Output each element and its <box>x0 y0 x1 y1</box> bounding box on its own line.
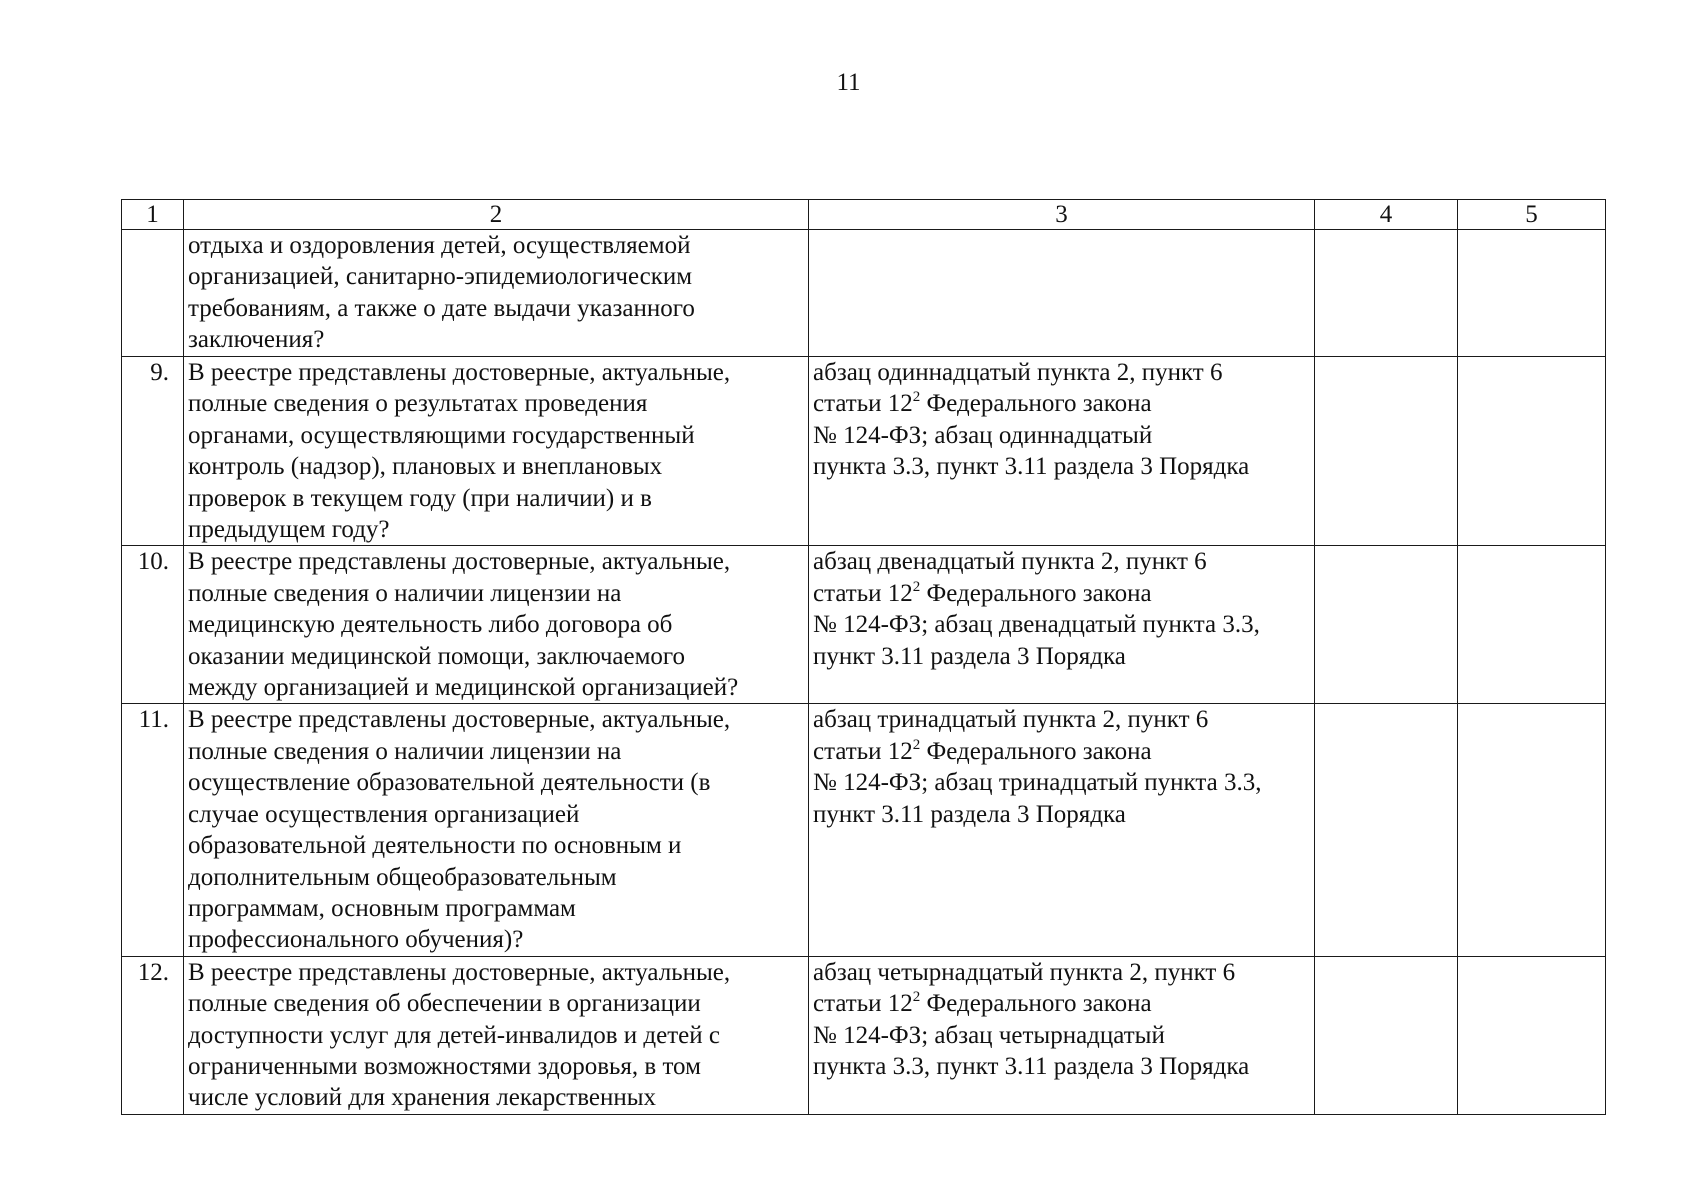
reference-line: абзац одиннадцатый пункта 2, пункт 6 <box>813 359 1223 386</box>
row-number: 12. <box>122 956 184 1114</box>
legal-reference-cell <box>809 546 1315 704</box>
column-header: 4 <box>1315 200 1458 230</box>
question-line: полные сведения об обеспечении в организации <box>188 990 701 1018</box>
note-cell <box>1458 956 1606 1114</box>
table-row <box>122 956 1606 1114</box>
question-line: программам, основным программам <box>188 894 576 922</box>
reference-law: Федерального закона <box>920 737 1152 765</box>
table-row <box>122 546 1606 704</box>
question-line: требованиям, а также о дате выдачи указанного <box>188 294 695 322</box>
article-superscript: 2 <box>912 989 921 1006</box>
reference-line: № 124-ФЗ; абзац четырнадцатый <box>813 1021 1165 1049</box>
note-cell <box>1458 546 1606 704</box>
question-line: полные сведения о наличии лицензии на <box>188 737 622 765</box>
question-line: дополнительным общеобразовательным <box>188 863 617 891</box>
reference-line: абзац тринадцатый пункта 2, пункт 6 <box>813 706 1209 734</box>
question-line: полные сведения о наличии лицензии на <box>188 579 622 607</box>
question-line: контроль (надзор), плановых и внеплановых <box>188 453 663 481</box>
reference-article: статьи 12 <box>813 990 913 1018</box>
column-header: 3 <box>809 200 1315 230</box>
column-header: 5 <box>1458 200 1606 230</box>
reference-line <box>813 388 1310 419</box>
note-cell <box>1458 230 1606 357</box>
question-line: отдыха и оздоровления детей, осуществляемой <box>188 232 691 259</box>
legal-reference-cell <box>809 357 1315 546</box>
column-header: 2 <box>184 200 809 230</box>
reference-line: пункт 3.11 раздела 3 Порядка <box>813 642 1126 670</box>
answer-cell <box>1315 704 1458 956</box>
question-line: доступности услуг для детей-инвалидов и детей с <box>188 1021 720 1049</box>
row-number: 9. <box>122 357 184 546</box>
reference-law: Федерального закона <box>920 390 1152 418</box>
reference-line <box>813 736 1310 767</box>
question-line: полные сведения о результатах проведения <box>188 390 648 418</box>
legal-reference-cell <box>809 230 1315 357</box>
table-row <box>122 704 1606 956</box>
row-number: 11. <box>122 704 184 956</box>
page-number: 11 <box>836 69 861 96</box>
question-line: числе условий для хранения лекарственных <box>188 1084 657 1112</box>
question-line: медицинскую деятельность либо договора об <box>188 611 673 639</box>
question-line: органами, осуществляющими государственный <box>188 421 695 449</box>
reference-line: № 124-ФЗ; абзац двенадцатый пункта 3.3, <box>813 611 1260 639</box>
legal-reference-cell <box>809 956 1315 1114</box>
question-cell <box>184 230 809 357</box>
table-row <box>122 230 1606 357</box>
question-line: организацией, санитарно-эпидемиологическим <box>188 263 693 291</box>
question-line: осуществление образовательной деятельности (в <box>188 769 711 797</box>
question-line: ограниченными возможностями здоровья, в том <box>188 1052 701 1080</box>
question-cell <box>184 956 809 1114</box>
reference-line: пункт 3.11 раздела 3 Порядка <box>813 800 1126 828</box>
question-line: между организацией и медицинской организацией? <box>188 674 739 702</box>
checklist-table <box>121 199 1606 1115</box>
question-line: В реестре представлены достоверные, актуальные, <box>188 548 731 576</box>
row-number <box>122 230 184 357</box>
row-number: 10. <box>122 546 184 704</box>
reference-line <box>813 578 1310 609</box>
note-cell <box>1458 357 1606 546</box>
question-line: В реестре представлены достоверные, актуальные, <box>188 958 731 986</box>
legal-reference-cell <box>809 704 1315 956</box>
answer-cell <box>1315 357 1458 546</box>
table-header-row <box>122 200 1606 230</box>
question-cell <box>184 357 809 546</box>
reference-line <box>813 988 1310 1019</box>
question-line: проверок в текущем году (при наличии) и в <box>188 484 652 512</box>
question-line: образовательной деятельности по основным и <box>188 832 682 860</box>
reference-line: № 124-ФЗ; абзац одиннадцатый <box>813 421 1153 449</box>
question-cell <box>184 704 809 956</box>
answer-cell <box>1315 546 1458 704</box>
question-line: профессионального обучения)? <box>188 926 524 954</box>
reference-article: статьи 12 <box>813 579 913 607</box>
article-superscript: 2 <box>912 389 921 406</box>
reference-line: абзац двенадцатый пункта 2, пункт 6 <box>813 548 1207 576</box>
question-line: случае осуществления организацией <box>188 800 580 828</box>
question-line: В реестре представлены достоверные, актуальные, <box>188 706 731 734</box>
reference-line: пункта 3.3, пункт 3.11 раздела 3 Порядка <box>813 1052 1250 1080</box>
reference-law: Федерального закона <box>920 579 1152 607</box>
column-header: 1 <box>122 200 184 230</box>
reference-line: пункта 3.3, пункт 3.11 раздела 3 Порядка <box>813 453 1250 481</box>
reference-line: № 124-ФЗ; абзац тринадцатый пункта 3.3, <box>813 769 1262 797</box>
answer-cell <box>1315 230 1458 357</box>
question-line: предыдущем году? <box>188 516 390 544</box>
question-line: В реестре представлены достоверные, актуальные, <box>188 359 731 386</box>
reference-article: статьи 12 <box>813 737 913 765</box>
question-cell <box>184 546 809 704</box>
note-cell <box>1458 704 1606 956</box>
question-line: заключения? <box>188 326 325 354</box>
article-superscript: 2 <box>912 736 921 753</box>
question-line: оказании медицинской помощи, заключаемого <box>188 642 686 670</box>
reference-article: статьи 12 <box>813 390 913 418</box>
answer-cell <box>1315 956 1458 1114</box>
article-superscript: 2 <box>912 578 921 595</box>
reference-line: абзац четырнадцатый пункта 2, пункт 6 <box>813 958 1236 986</box>
reference-law: Федерального закона <box>920 990 1152 1018</box>
table-row <box>122 357 1606 546</box>
